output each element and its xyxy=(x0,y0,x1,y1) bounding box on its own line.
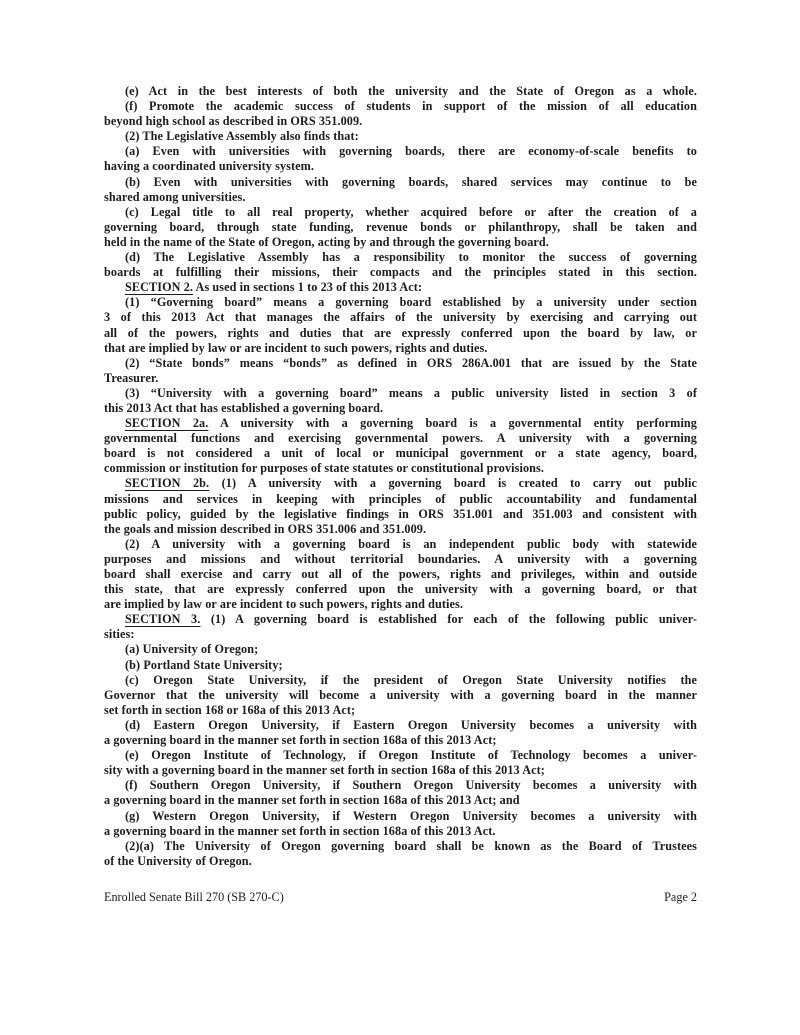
paragraph xyxy=(104,673,697,718)
paragraph xyxy=(104,144,697,174)
text-line: board is not considered a unit of local or municipal government or a state agency, board, xyxy=(104,446,697,461)
document-body xyxy=(104,84,697,869)
text-line: having a coordinated university system. xyxy=(104,159,315,174)
paragraph xyxy=(104,748,697,778)
text-line: (b) Portland State University; xyxy=(125,657,283,672)
text-line: of the University of Oregon. xyxy=(104,853,252,868)
text-line: board shall exercise and carry out all of the powers, rights and privileges, within and outside xyxy=(104,567,697,581)
paragraph xyxy=(104,612,697,642)
text-line: (f) Promote the academic success of students in support of the mission of all education xyxy=(125,99,697,114)
paragraph xyxy=(104,205,697,250)
text-line: held in the name of the State of Oregon, acting by and through the governing board. xyxy=(104,234,549,249)
text-line: commission or institution for purposes of state statutes or constitutional provisions. xyxy=(104,461,545,476)
text-line: Treasurer. xyxy=(104,370,159,385)
text-line: (a) Even with universities with governing boards, there are economy-of-scale benefits to xyxy=(125,144,697,159)
paragraph xyxy=(104,809,697,839)
paragraph xyxy=(104,175,697,205)
text-line: sities: xyxy=(104,627,135,642)
paragraph xyxy=(104,84,697,99)
text-line: SECTION 3. (1) A governing board is established for each of the following public univer- xyxy=(125,612,697,627)
text-line: a governing board in the manner set forth in section 168a of this 2013 Act; and xyxy=(104,793,520,808)
text-line: SECTION 2a. A university with a governing board is a governmental entity performing xyxy=(125,416,697,431)
text-line: (2) The Legislative Assembly also finds that: xyxy=(125,129,359,144)
text-line: 3 of this 2013 Act that manages the affairs of the university by exercising and carrying out xyxy=(104,310,697,325)
text-line: (2)(a) The University of Oregon governing board shall be known as the Board of Trustees xyxy=(125,838,697,853)
paragraph xyxy=(104,476,697,536)
paragraph xyxy=(104,778,697,808)
text-line: set forth in section 168 or 168a of this 2013 Act; xyxy=(104,702,356,717)
text-line: governing board, through state funding, revenue bonds or philanthropy, shall be taken and xyxy=(104,219,697,234)
paragraph xyxy=(104,642,697,657)
text-line: this 2013 Act that has established a governing board. xyxy=(104,400,384,415)
text-line: (a) University of Oregon; xyxy=(125,642,259,657)
paragraph xyxy=(104,537,697,612)
text-line: public policy, guided by the legislative findings in ORS 351.001 and 351.003 and consistent with xyxy=(104,506,697,521)
section-label: SECTION 3. xyxy=(125,612,201,627)
section-label: SECTION 2a. xyxy=(125,416,209,431)
paragraph xyxy=(104,658,697,673)
text-line: SECTION 2b. (1) A university with a governing board is created to carry out public xyxy=(125,476,697,491)
text-line: are implied by law or are incident to such powers, rights and duties. xyxy=(104,597,464,612)
text-line: (d) Eastern Oregon University, if Eastern Oregon University becomes a university with xyxy=(125,717,697,732)
text-line: this state, that are expressly conferred upon the university with a governing board, or that xyxy=(104,582,697,597)
paragraph xyxy=(104,386,697,416)
text-line: a governing board in the manner set forth in section 168a of this 2013 Act. xyxy=(104,823,496,838)
footer-page-number: Page 2 xyxy=(664,890,697,904)
text-line: (e) Oregon Institute of Technology, if Oregon Institute of Technology becomes a univer- xyxy=(125,748,697,763)
paragraph xyxy=(104,416,697,476)
text-line: (c) Oregon State University, if the president of Oregon State University notifies the xyxy=(125,672,697,687)
text-line: (e) Act in the best interests of both the university and the State of Oregon as a whole. xyxy=(125,84,697,98)
text-line: all of the powers, rights and duties that are expressly conferred upon the board by law, or xyxy=(104,325,697,340)
text-line: (d) The Legislative Assembly has a responsibility to monitor the success of governing xyxy=(125,250,697,265)
paragraph xyxy=(104,356,697,386)
text-line: boards at fulfilling their missions, their compacts and the principles stated in this section. xyxy=(104,265,697,280)
text-line: SECTION 2. As used in sections 1 to 23 of this 2013 Act: xyxy=(125,280,423,295)
text-line: Governor that the university will become a university with a governing board in the manner xyxy=(104,687,697,702)
paragraph xyxy=(104,250,697,280)
text-line: (3) “University with a governing board” means a public university listed in section 3 of xyxy=(125,385,697,400)
text-line: that are implied by law or are incident to such powers, rights and duties. xyxy=(104,340,488,355)
paragraph xyxy=(104,839,697,869)
text-line: purposes and missions and without territorial boundaries. A university with a governing xyxy=(104,551,697,566)
text-line: sity with a governing board in the manner set forth in section 168a of this 2013 Act; xyxy=(104,763,545,778)
text-line: (c) Legal title to all real property, whether acquired before or after the creation of a xyxy=(125,204,697,219)
paragraph xyxy=(104,295,697,355)
text-line: (1) “Governing board” means a governing board established by a university under section xyxy=(125,295,697,310)
paragraph xyxy=(104,99,697,129)
text-line: (2) “State bonds” means “bonds” as defined in ORS 286A.001 that are issued by the State xyxy=(125,355,697,370)
text-line: (f) Southern Oregon University, if Southern Oregon University becomes a university with xyxy=(125,778,697,793)
paragraph xyxy=(104,129,697,144)
section-label: SECTION 2. xyxy=(125,280,194,295)
text-line: a governing board in the manner set forth in section 168a of this 2013 Act; xyxy=(104,733,497,748)
paragraph xyxy=(104,280,697,295)
section-label: SECTION 2b. xyxy=(125,476,210,491)
text-line: shared among universities. xyxy=(104,189,246,204)
page-footer xyxy=(104,890,697,905)
text-line: (2) A university with a governing board is an independent public body with statewide xyxy=(125,536,697,551)
paragraph xyxy=(104,718,697,748)
text-line: (b) Even with universities with governing boards, shared services may continue to be xyxy=(125,174,697,189)
text-line: governmental functions and exercising governmental powers. A university with a governing xyxy=(104,431,697,446)
text-line: beyond high school as described in ORS 351.009. xyxy=(104,114,363,129)
text-line: the goals and mission described in ORS 351.006 and 351.009. xyxy=(104,521,427,536)
text-line: (g) Western Oregon University, if Western Oregon University becomes a university with xyxy=(125,808,697,823)
footer-bill-title: Enrolled Senate Bill 270 (SB 270-C) xyxy=(104,890,284,904)
text-line: missions and services in keeping with principles of public accountability and fundamental xyxy=(104,491,697,506)
